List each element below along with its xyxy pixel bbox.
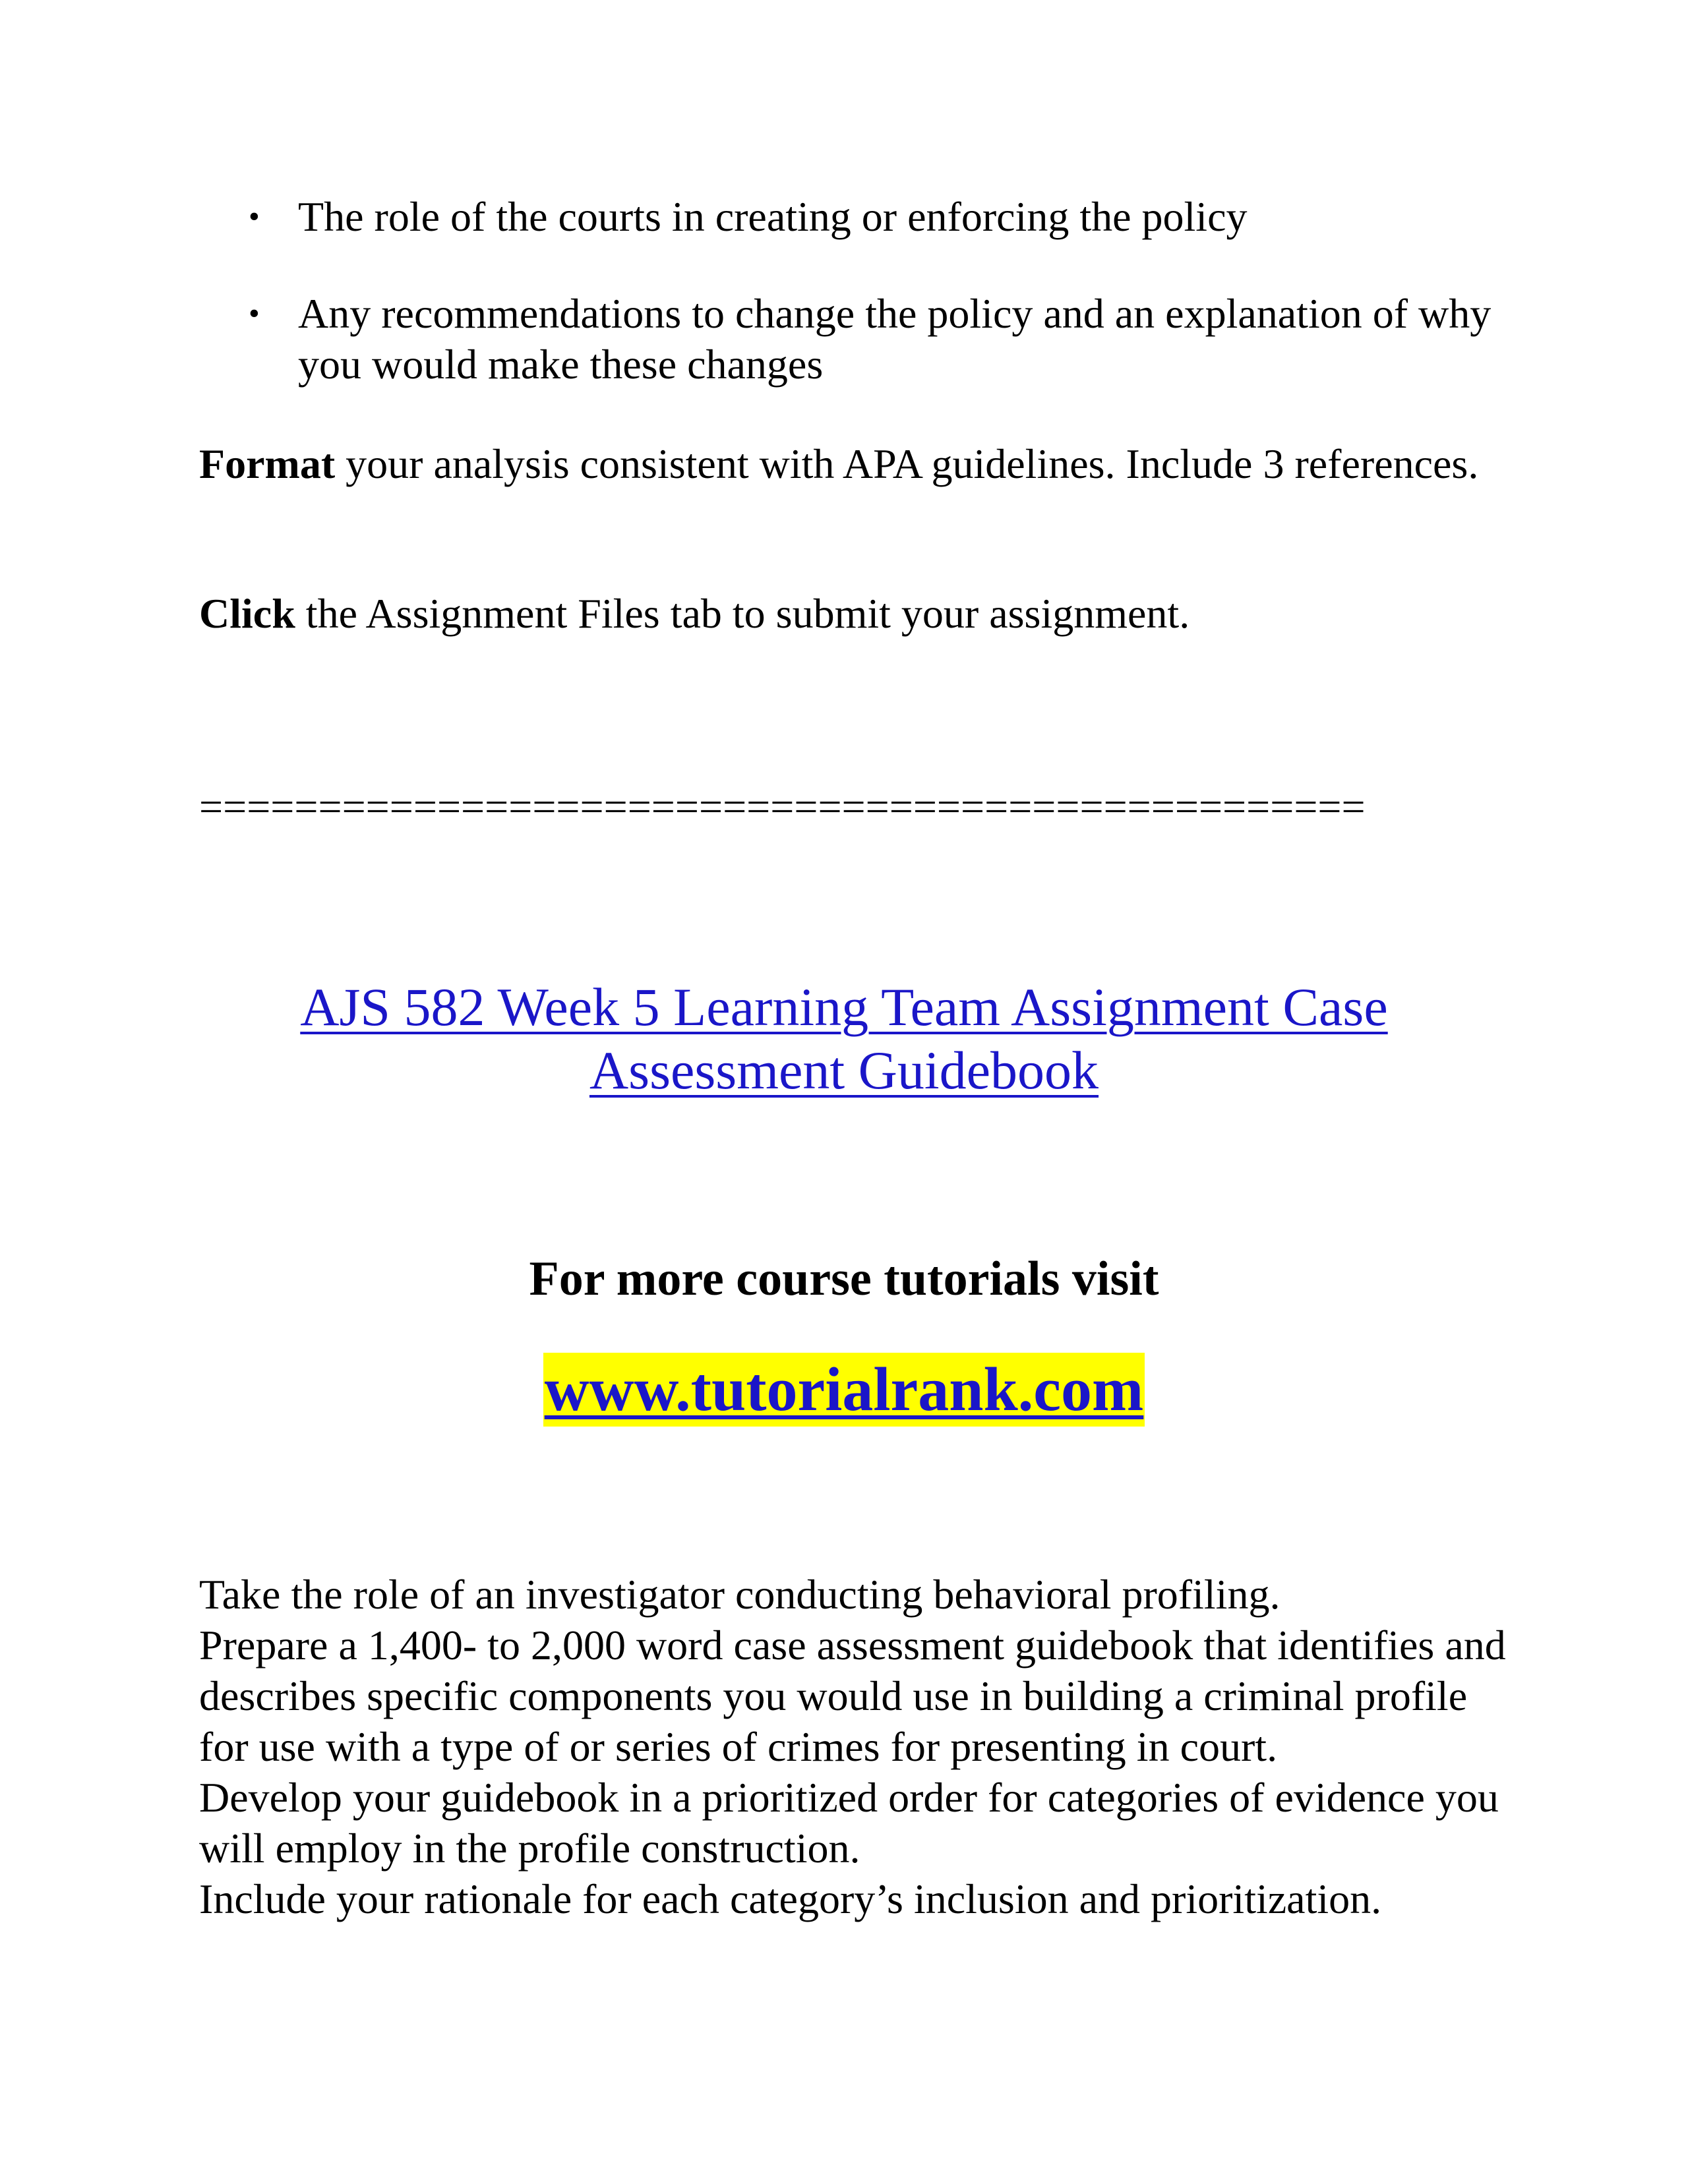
body-line: Develop your guidebook in a prioritized order for categories of evidence you will employ in the profile construction. <box>199 1774 1499 1872</box>
website-link[interactable]: www.tutorialrank.com <box>543 1353 1145 1427</box>
format-paragraph <box>199 438 1511 489</box>
body-line: Prepare a 1,400- to 2,000 word case assessment guidebook that identifies and describes specific components you would use in building a criminal profile for use with a type of or series of crimes for presenting in court. <box>199 1622 1506 1770</box>
body-paragraph <box>199 1569 1511 1924</box>
assignment-title-link[interactable]: AJS 582 Week 5 Learning Team Assignment Case Assessment Guidebook <box>300 977 1388 1100</box>
website-container <box>199 1353 1489 1427</box>
format-rest: your analysis consistent with APA guidelines. Include 3 references. <box>335 440 1479 487</box>
bullet-icon: • <box>249 199 260 234</box>
visit-heading: For more course tutorials visit <box>529 1252 1159 1306</box>
body-line: Take the role of an investigator conducting behavioral profiling. <box>199 1571 1281 1618</box>
bullet-list <box>199 191 1505 436</box>
click-paragraph <box>199 588 1511 639</box>
list-item <box>199 288 1505 390</box>
format-lead: Format <box>199 440 336 487</box>
divider-line: ================================================= <box>199 783 1366 830</box>
click-lead: Click <box>199 590 295 637</box>
body-line: Include your rationale for each category’s inclusion and prioritization. <box>199 1875 1382 1922</box>
list-item <box>199 191 1505 242</box>
click-rest: the Assignment Files tab to submit your assignment. <box>295 590 1190 637</box>
bullet-text: Any recommendations to change the policy and an explanation of why you would make these changes <box>298 290 1492 388</box>
bullet-text: The role of the courts in creating or enforcing the policy <box>298 193 1248 240</box>
bullet-icon: • <box>249 296 260 331</box>
